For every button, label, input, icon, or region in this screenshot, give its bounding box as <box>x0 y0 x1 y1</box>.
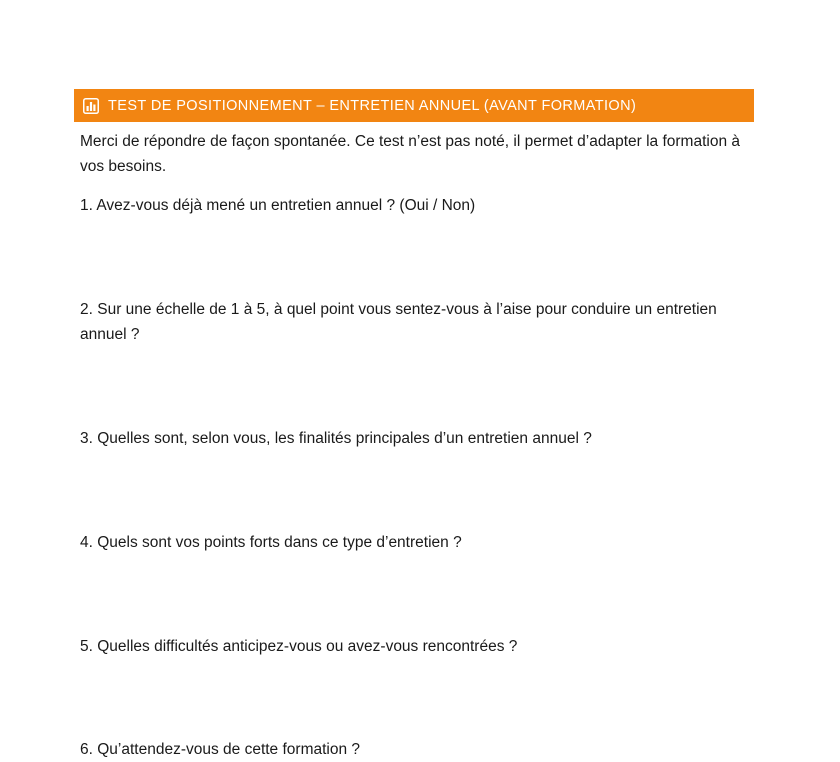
question-1: 1. Avez-vous déjà mené un entretien annuel ? (Oui / Non) <box>80 197 476 214</box>
section-header-banner <box>74 89 754 122</box>
question-2: 2. Sur une échelle de 1 à 5, à quel point vous sentez-vous à l’aise pour conduire un entretien annuel ? <box>80 301 717 343</box>
section-header-title: TEST DE POSITIONNEMENT – ENTRETIEN ANNUEL (AVANT FORMATION) <box>108 97 637 114</box>
question-3: 3. Quelles sont, selon vous, les finalités principales d’un entretien annuel ? <box>80 430 592 447</box>
bar-chart-icon <box>83 98 99 114</box>
question-5: 5. Quelles difficultés anticipez-vous ou avez-vous rencontrées ? <box>80 638 518 655</box>
intro-text: Merci de répondre de façon spontanée. Ce test n’est pas noté, il permet d’adapter la formation à vos besoins. <box>80 133 740 175</box>
question-6: 6. Qu’attendez-vous de cette formation ? <box>80 741 361 758</box>
question-4: 4. Quels sont vos points forts dans ce type d’entretien ? <box>80 534 462 551</box>
